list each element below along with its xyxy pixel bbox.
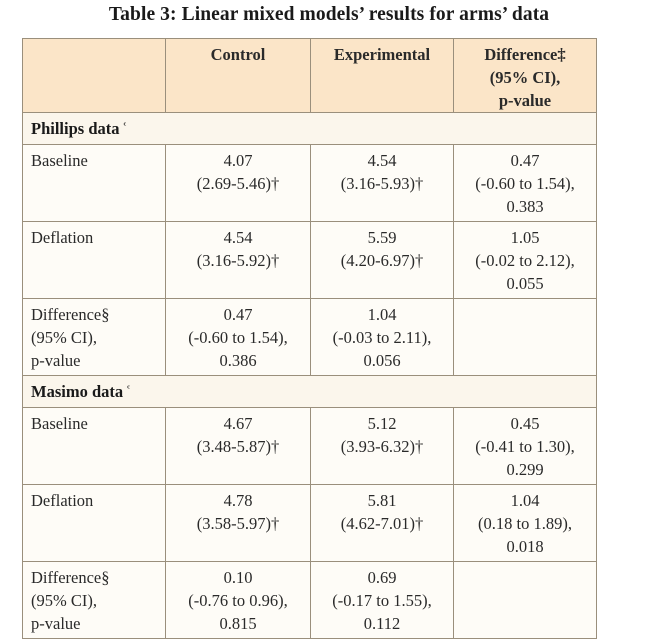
cell-line: (3.16-5.93)†: [340, 174, 424, 193]
table-title: Table 3: Linear mixed models’ results for arms’ data: [108, 4, 550, 25]
experimental-cell: [311, 145, 454, 222]
cell-line: p-value: [31, 351, 81, 370]
cell-line: 1.04: [367, 305, 397, 324]
difference-cell: [454, 408, 597, 485]
control-cell: [166, 562, 311, 639]
cell-line: (-0.41 to 1.30),: [475, 437, 575, 456]
cell-line: (3.93-6.32)†: [340, 437, 424, 456]
difference-cell: [454, 299, 597, 376]
cell-line: 0.69: [367, 568, 397, 587]
header-experimental: Experimental: [311, 39, 454, 113]
difference-cell: [454, 562, 597, 639]
experimental-cell: [311, 562, 454, 639]
cell-line: Baseline: [31, 151, 88, 170]
cell-line: Difference§: [31, 568, 110, 587]
control-cell: [166, 299, 311, 376]
difference-cell: [454, 222, 597, 299]
cell-line: 0.45: [510, 414, 540, 433]
control-cell: [166, 408, 311, 485]
row-label-cell: [23, 485, 166, 562]
cell-line: (-0.03 to 2.11),: [332, 328, 432, 347]
cell-line: 0.056: [363, 351, 401, 370]
cell-line: (-0.17 to 1.55),: [332, 591, 432, 610]
cell-line: 5.12: [367, 414, 397, 433]
table-row: [23, 222, 597, 299]
cell-line: 0.018: [506, 537, 544, 556]
cell-line: (4.62-7.01)†: [340, 514, 424, 533]
header-row: [23, 39, 597, 113]
table-row: [23, 408, 597, 485]
cell-line: p-value: [31, 614, 81, 633]
section-name: Masimo data: [31, 382, 124, 401]
cell-line: (95% CI),: [31, 591, 97, 610]
header-difference: [454, 39, 597, 113]
row-label-cell: [23, 408, 166, 485]
section-heading: [23, 113, 597, 145]
cell-line: 0.815: [219, 614, 257, 633]
table-row: [23, 145, 597, 222]
experimental-cell: [311, 485, 454, 562]
header-corner-cell: [23, 39, 166, 113]
cell-line: 0.10: [223, 568, 253, 587]
cell-line: 4.54: [223, 228, 253, 247]
cell-line: Deflation: [31, 228, 94, 247]
experimental-cell: [311, 408, 454, 485]
cell-line: (-0.02 to 2.12),: [475, 251, 575, 270]
experimental-cell: [311, 222, 454, 299]
cell-line: 4.54: [367, 151, 397, 170]
header-difference-line: p-value: [498, 91, 552, 110]
table-row: [23, 299, 597, 376]
cell-line: 0.386: [219, 351, 257, 370]
section-heading: [23, 376, 597, 408]
section-name: Phillips data: [31, 119, 120, 138]
cell-line: Difference§: [31, 305, 110, 324]
cell-line: 5.81: [367, 491, 397, 510]
section-footnote-mark: ᶜ: [127, 383, 130, 394]
control-cell: [166, 485, 311, 562]
cell-line: 0.112: [363, 614, 401, 633]
table-row: [23, 485, 597, 562]
cell-line: 5.59: [367, 228, 397, 247]
cell-line: (-0.60 to 1.54),: [188, 328, 288, 347]
cell-line: (95% CI),: [31, 328, 97, 347]
cell-line: Baseline: [31, 414, 88, 433]
row-label-cell: [23, 222, 166, 299]
cell-line: 0.47: [510, 151, 540, 170]
cell-line: (-0.76 to 0.96),: [188, 591, 288, 610]
cell-line: 4.78: [223, 491, 253, 510]
results-table: [22, 38, 597, 639]
section-footnote-mark: ᶜ: [123, 120, 127, 131]
cell-line: (-0.60 to 1.54),: [475, 174, 575, 193]
row-label-cell: [23, 145, 166, 222]
cell-line: 4.07: [223, 151, 253, 170]
cell-line: (3.58-5.97)†: [196, 514, 280, 533]
cell-line: (4.20-6.97)†: [340, 251, 424, 270]
table-row: [23, 562, 597, 639]
section-row: [23, 113, 597, 145]
row-label-cell: [23, 562, 166, 639]
cell-line: 0.299: [506, 460, 544, 479]
experimental-cell: [311, 299, 454, 376]
cell-line: 1.04: [510, 491, 540, 510]
cell-line: 0.055: [506, 274, 544, 293]
section-row: [23, 376, 597, 408]
header-control: Control: [166, 39, 311, 113]
control-cell: [166, 145, 311, 222]
row-label-cell: [23, 299, 166, 376]
cell-line: 0.47: [223, 305, 253, 324]
header-difference-line: (95% CI),: [489, 68, 561, 87]
cell-line: 4.67: [223, 414, 253, 433]
header-difference-line: Difference‡: [484, 45, 566, 64]
cell-line: 0.383: [506, 197, 544, 216]
cell-line: (2.69-5.46)†: [196, 174, 280, 193]
difference-cell: [454, 145, 597, 222]
difference-cell: [454, 485, 597, 562]
cell-line: (3.16-5.92)†: [196, 251, 280, 270]
cell-line: (0.18 to 1.89),: [478, 514, 572, 533]
cell-line: Deflation: [31, 491, 94, 510]
cell-line: 1.05: [510, 228, 540, 247]
control-cell: [166, 222, 311, 299]
cell-line: (3.48-5.87)†: [196, 437, 280, 456]
